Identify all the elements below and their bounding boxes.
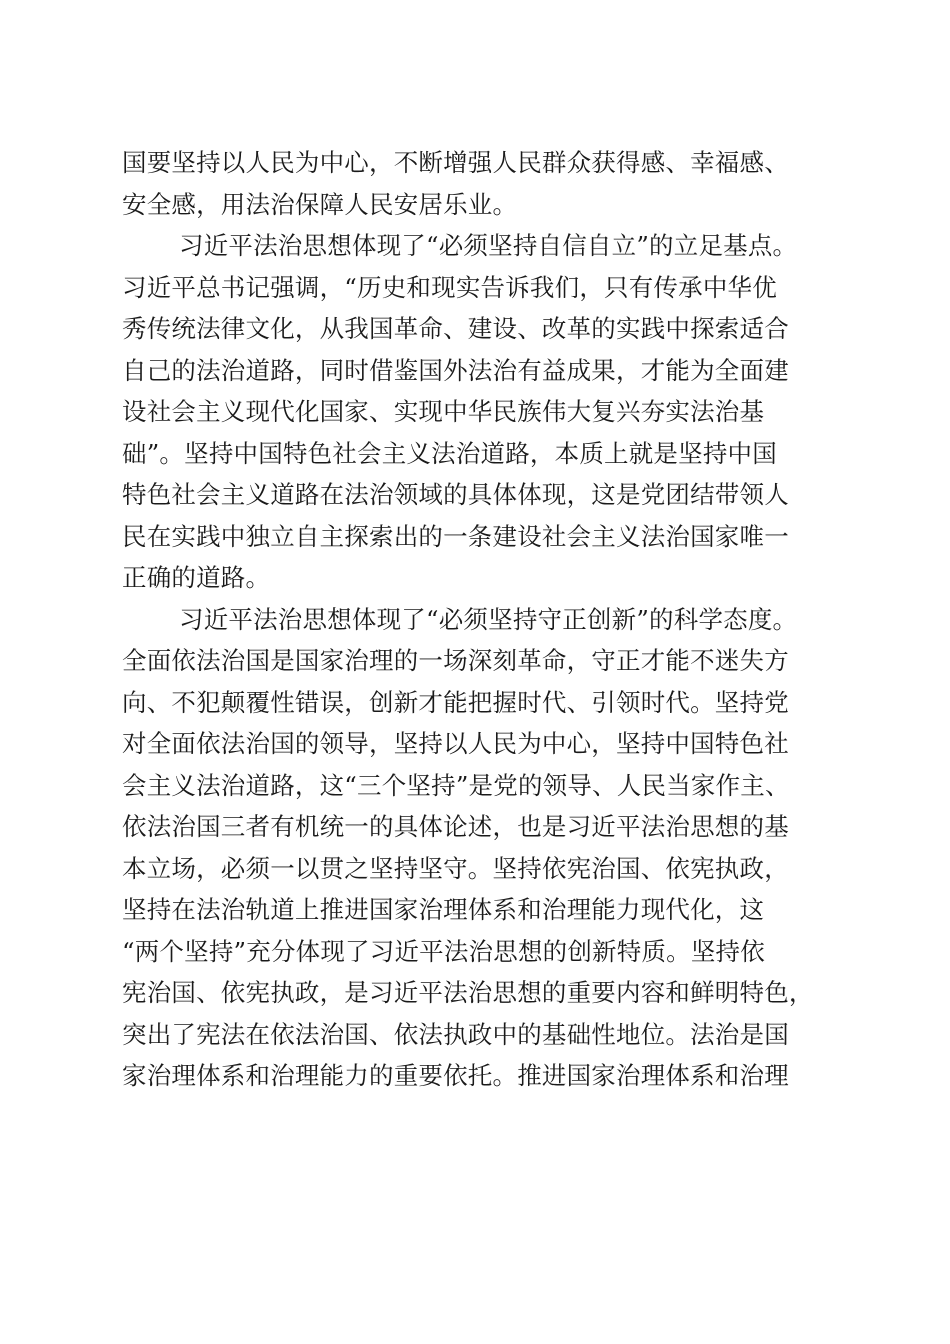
text-line: 民在实践中独立自主探索出的一条建设社会主义法治国家唯一 — [122, 521, 789, 551]
text-line: 家治理体系和治理能力的重要依托。推进国家治理体系和治理 — [122, 1061, 789, 1090]
text-line: 全面依法治国是国家治理的一场深刻革命，守正才能不迷失方 — [122, 646, 789, 675]
text-line: 特色社会主义道路在法治领域的具体体现，这是党团结带领人 — [122, 480, 789, 509]
text-line: 习近平总书记强调，“历史和现实告诉我们，只有传承中华优 — [122, 272, 777, 302]
paragraph-start-line: 习近平法治思想体现了“必须坚持自信自立”的立足基点。 — [179, 231, 798, 260]
text-line: 国要坚持以人民为中心，不断增强人民群众获得感、幸福感、 — [122, 148, 789, 177]
text-line: 础”。坚持中国特色社会主义法治道路，本质上就是坚持中国 — [122, 438, 777, 468]
text-line: 坚持在法治轨道上推进国家治理体系和治理能力现代化，这 — [122, 895, 765, 924]
text-line: 设社会主义现代化国家、实现中华民族伟大复兴夯实法治基 — [122, 397, 765, 426]
text-line: “两个坚持”充分体现了习近平法治思想的创新特质。坚持依 — [122, 936, 765, 966]
text-line: 正确的道路。 — [122, 563, 271, 592]
text-line: 自己的法治道路，同时借鉴国外法治有益成果，才能为全面建 — [122, 355, 789, 385]
text-line: 向、不犯颠覆性错误，创新才能把握时代、引领时代。坚持党 — [122, 687, 789, 717]
text-line: 会主义法治道路，这“三个坚持”是党的领导、人民当家作主、 — [122, 770, 790, 800]
text-line: 安全感，用法治保障人民安居乐业。 — [122, 189, 518, 219]
text-line: 秀传统法律文化，从我国革命、建设、改革的实践中探索适合 — [122, 314, 789, 343]
body-text — [122, 142, 842, 1097]
text-line: 突出了宪法在依法治国、依法执政中的基础性地位。法治是国 — [122, 1019, 789, 1049]
paragraph-start-line: 习近平法治思想体现了“必须坚持守正创新”的科学态度。 — [179, 604, 798, 634]
text-line: 宪治国、依宪执政，是习近平法治思想的重要内容和鲜明特色， — [122, 978, 814, 1007]
text-line: 对全面依法治国的领导，坚持以人民为中心，坚持中国特色社 — [122, 729, 789, 758]
text-line: 依法治国三者有机统一的具体论述，也是习近平法治思想的基 — [122, 812, 789, 841]
text-line: 本立场，必须一以贯之坚持坚守。坚持依宪治国、依宪执政， — [122, 853, 789, 883]
